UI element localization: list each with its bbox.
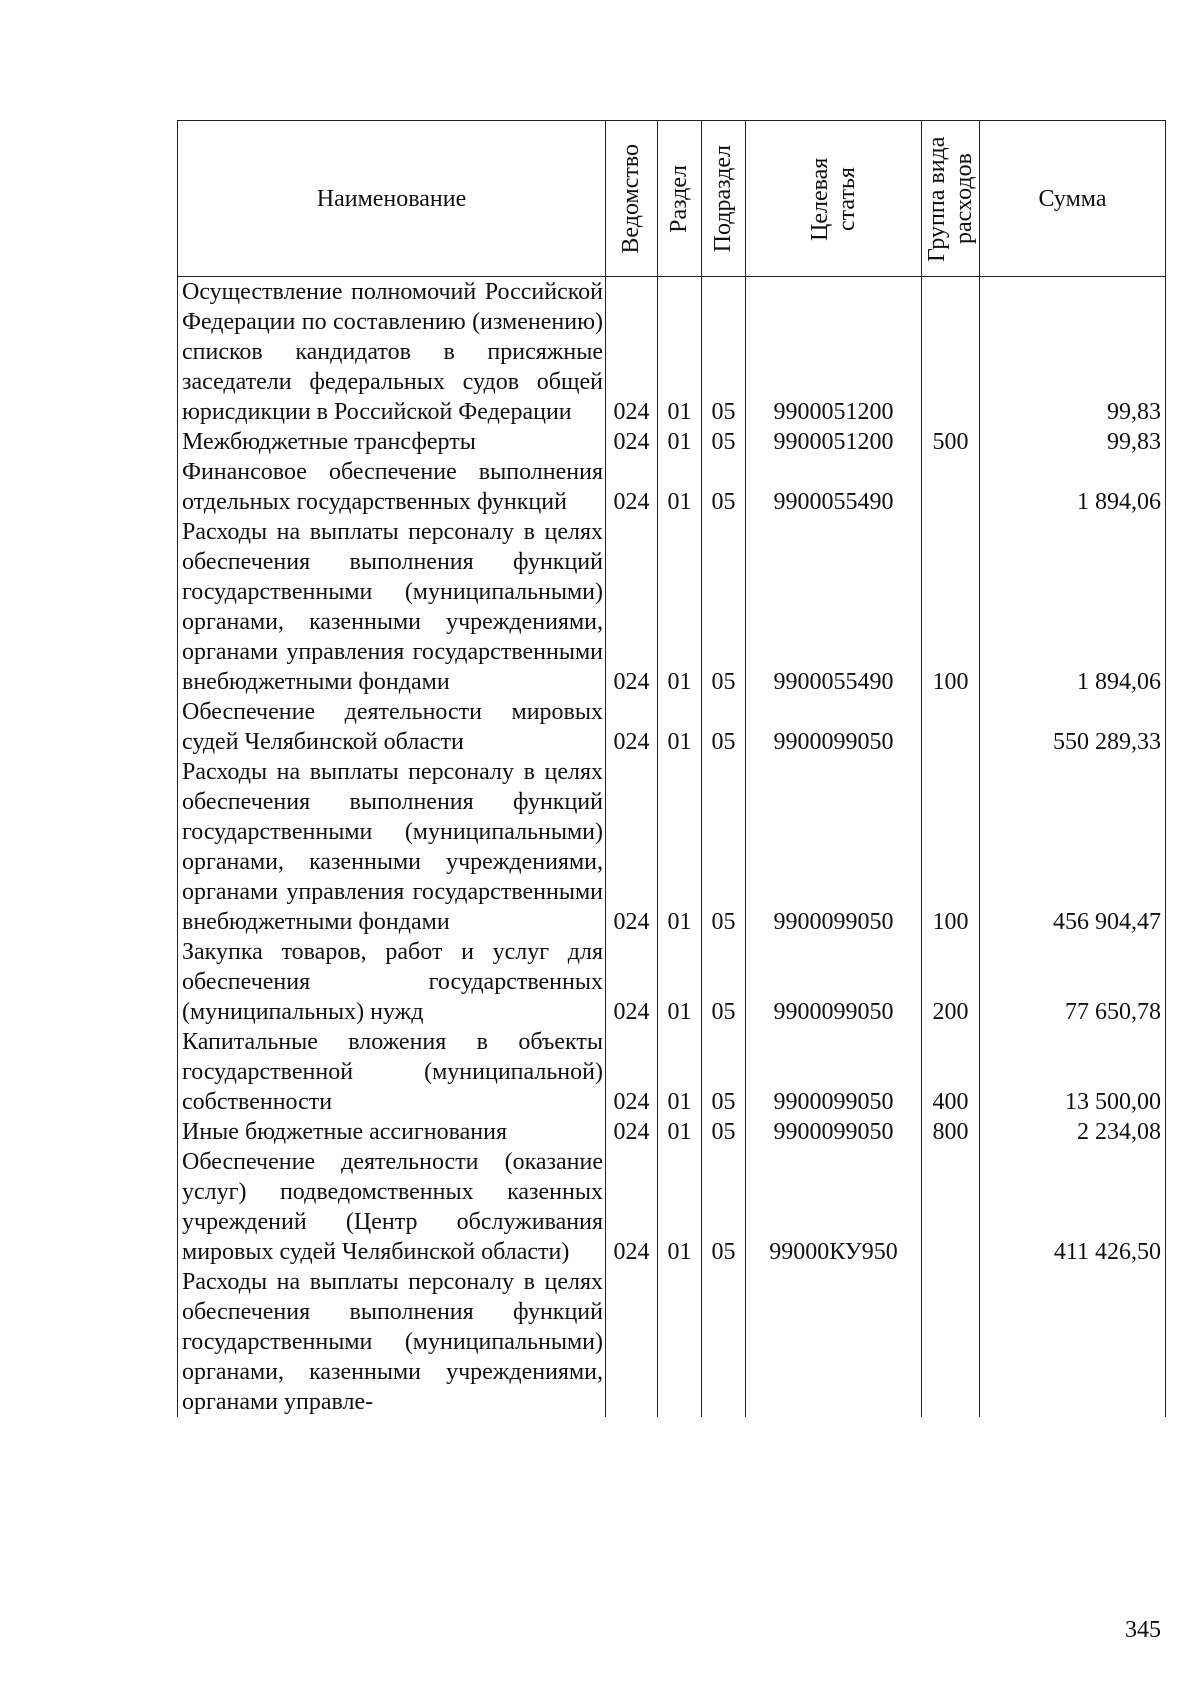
cell-vedomstvo: 024 [606, 937, 658, 1027]
cell-name: Расходы на выплаты персоналу в целях обеспечения выполнения функций государственными (муниципальными) органами, казенными учреждениями, органами управления государственными внебюджетными фондами [178, 517, 606, 697]
cell-razdel: 01 [658, 1117, 702, 1147]
table-row [178, 1117, 1166, 1147]
cell-podrazdel: 05 [702, 697, 746, 757]
cell-razdel: 01 [658, 937, 702, 1027]
cell-celevaya-statya: 9900099050 [746, 757, 922, 937]
cell-podrazdel [702, 1267, 746, 1417]
header-razdel: Раздел [658, 121, 702, 277]
cell-vedomstvo [606, 1267, 658, 1417]
budget-table [177, 120, 1166, 1417]
cell-gruppa-vida-rashodov: 100 [922, 517, 980, 697]
cell-razdel: 01 [658, 457, 702, 517]
cell-celevaya-statya: 99000КУ950 [746, 1147, 922, 1267]
cell-name: Иные бюджетные ассигнования [178, 1117, 606, 1147]
header-gruppa-vida-rashodov: Группа вида расходов [922, 121, 980, 277]
table-row [178, 697, 1166, 757]
cell-name: Расходы на выплаты персоналу в целях обеспечения выполнения функций государственными (муниципальными) органами, казенными учреждениями, органами управления государственными внебюджетными фондами [178, 757, 606, 937]
cell-vedomstvo: 024 [606, 1147, 658, 1267]
cell-razdel: 01 [658, 277, 702, 428]
cell-name: Финансовое обеспечение выполнения отдельных государственных функций [178, 457, 606, 517]
cell-vedomstvo: 024 [606, 427, 658, 457]
cell-celevaya-statya: 9900099050 [746, 1117, 922, 1147]
table-body [178, 277, 1166, 1418]
cell-summa [980, 1267, 1166, 1417]
cell-gruppa-vida-rashodov: 100 [922, 757, 980, 937]
table-row [178, 937, 1166, 1027]
table-row [178, 277, 1166, 428]
cell-summa: 1 894,06 [980, 517, 1166, 697]
cell-podrazdel: 05 [702, 757, 746, 937]
table-row [178, 757, 1166, 937]
cell-gruppa-vida-rashodov [922, 1147, 980, 1267]
header-name: Наименование [178, 121, 606, 277]
cell-celevaya-statya: 9900099050 [746, 697, 922, 757]
cell-summa: 1 894,06 [980, 457, 1166, 517]
cell-podrazdel: 05 [702, 1117, 746, 1147]
table-row [178, 517, 1166, 697]
header-summa: Сумма [980, 121, 1166, 277]
cell-summa: 456 904,47 [980, 757, 1166, 937]
cell-name: Обеспечение деятельности мировых судей Челябинской области [178, 697, 606, 757]
cell-name: Расходы на выплаты персоналу в целях обеспечения выполнения функций государственными (муниципальными) органами, казенными учреждениями, органами управле- [178, 1267, 606, 1417]
cell-podrazdel: 05 [702, 457, 746, 517]
cell-gruppa-vida-rashodov: 500 [922, 427, 980, 457]
cell-celevaya-statya: 9900099050 [746, 937, 922, 1027]
cell-vedomstvo: 024 [606, 457, 658, 517]
cell-podrazdel: 05 [702, 517, 746, 697]
cell-summa: 2 234,08 [980, 1117, 1166, 1147]
table-row [178, 457, 1166, 517]
header-podrazdel: Подраздел [702, 121, 746, 277]
cell-gruppa-vida-rashodov [922, 1267, 980, 1417]
cell-gruppa-vida-rashodov [922, 457, 980, 517]
page-number: 345 [1125, 1617, 1161, 1643]
cell-podrazdel: 05 [702, 277, 746, 428]
cell-summa: 77 650,78 [980, 937, 1166, 1027]
cell-vedomstvo: 024 [606, 757, 658, 937]
cell-podrazdel: 05 [702, 1147, 746, 1267]
table-row [178, 1267, 1166, 1417]
cell-vedomstvo: 024 [606, 277, 658, 428]
table-row [178, 1027, 1166, 1117]
cell-gruppa-vida-rashodov: 800 [922, 1117, 980, 1147]
cell-name: Межбюджетные трансферты [178, 427, 606, 457]
cell-name: Закупка товаров, работ и услуг для обеспечения государственных (муниципальных) нужд [178, 937, 606, 1027]
cell-name: Капитальные вложения в объекты государственной (муниципальной) собственности [178, 1027, 606, 1117]
cell-summa: 99,83 [980, 277, 1166, 428]
cell-razdel: 01 [658, 1147, 702, 1267]
cell-gruppa-vida-rashodov [922, 277, 980, 428]
cell-celevaya-statya: 9900051200 [746, 427, 922, 457]
cell-celevaya-statya [746, 1267, 922, 1417]
cell-summa: 13 500,00 [980, 1027, 1166, 1117]
cell-razdel: 01 [658, 1027, 702, 1117]
cell-vedomstvo: 024 [606, 1117, 658, 1147]
cell-name: Обеспечение деятельности (оказание услуг) подведомственных казенных учреждений (Центр обслуживания мировых судей Челябинской области) [178, 1147, 606, 1267]
cell-vedomstvo: 024 [606, 697, 658, 757]
cell-podrazdel: 05 [702, 1027, 746, 1117]
cell-celevaya-statya: 9900099050 [746, 1027, 922, 1117]
table-row [178, 427, 1166, 457]
cell-razdel: 01 [658, 517, 702, 697]
cell-podrazdel: 05 [702, 937, 746, 1027]
cell-summa: 411 426,50 [980, 1147, 1166, 1267]
cell-celevaya-statya: 9900051200 [746, 277, 922, 428]
cell-razdel [658, 1267, 702, 1417]
cell-summa: 550 289,33 [980, 697, 1166, 757]
cell-razdel: 01 [658, 757, 702, 937]
cell-celevaya-statya: 9900055490 [746, 517, 922, 697]
table-header-row [178, 121, 1166, 277]
cell-razdel: 01 [658, 427, 702, 457]
cell-celevaya-statya: 9900055490 [746, 457, 922, 517]
cell-gruppa-vida-rashodov: 200 [922, 937, 980, 1027]
cell-gruppa-vida-rashodov [922, 697, 980, 757]
cell-summa: 99,83 [980, 427, 1166, 457]
table-row [178, 1147, 1166, 1267]
cell-razdel: 01 [658, 697, 702, 757]
cell-name: Осуществление полномочий Российской Федерации по составлению (изменению) списков кандидатов в присяжные заседатели федеральных судов общей юрисдикции в Российской Федерации [178, 277, 606, 428]
cell-podrazdel: 05 [702, 427, 746, 457]
cell-vedomstvo: 024 [606, 517, 658, 697]
cell-vedomstvo: 024 [606, 1027, 658, 1117]
header-celevaya-statya: Целевая статья [746, 121, 922, 277]
header-vedomstvo: Ведомство [606, 121, 658, 277]
cell-gruppa-vida-rashodov: 400 [922, 1027, 980, 1117]
